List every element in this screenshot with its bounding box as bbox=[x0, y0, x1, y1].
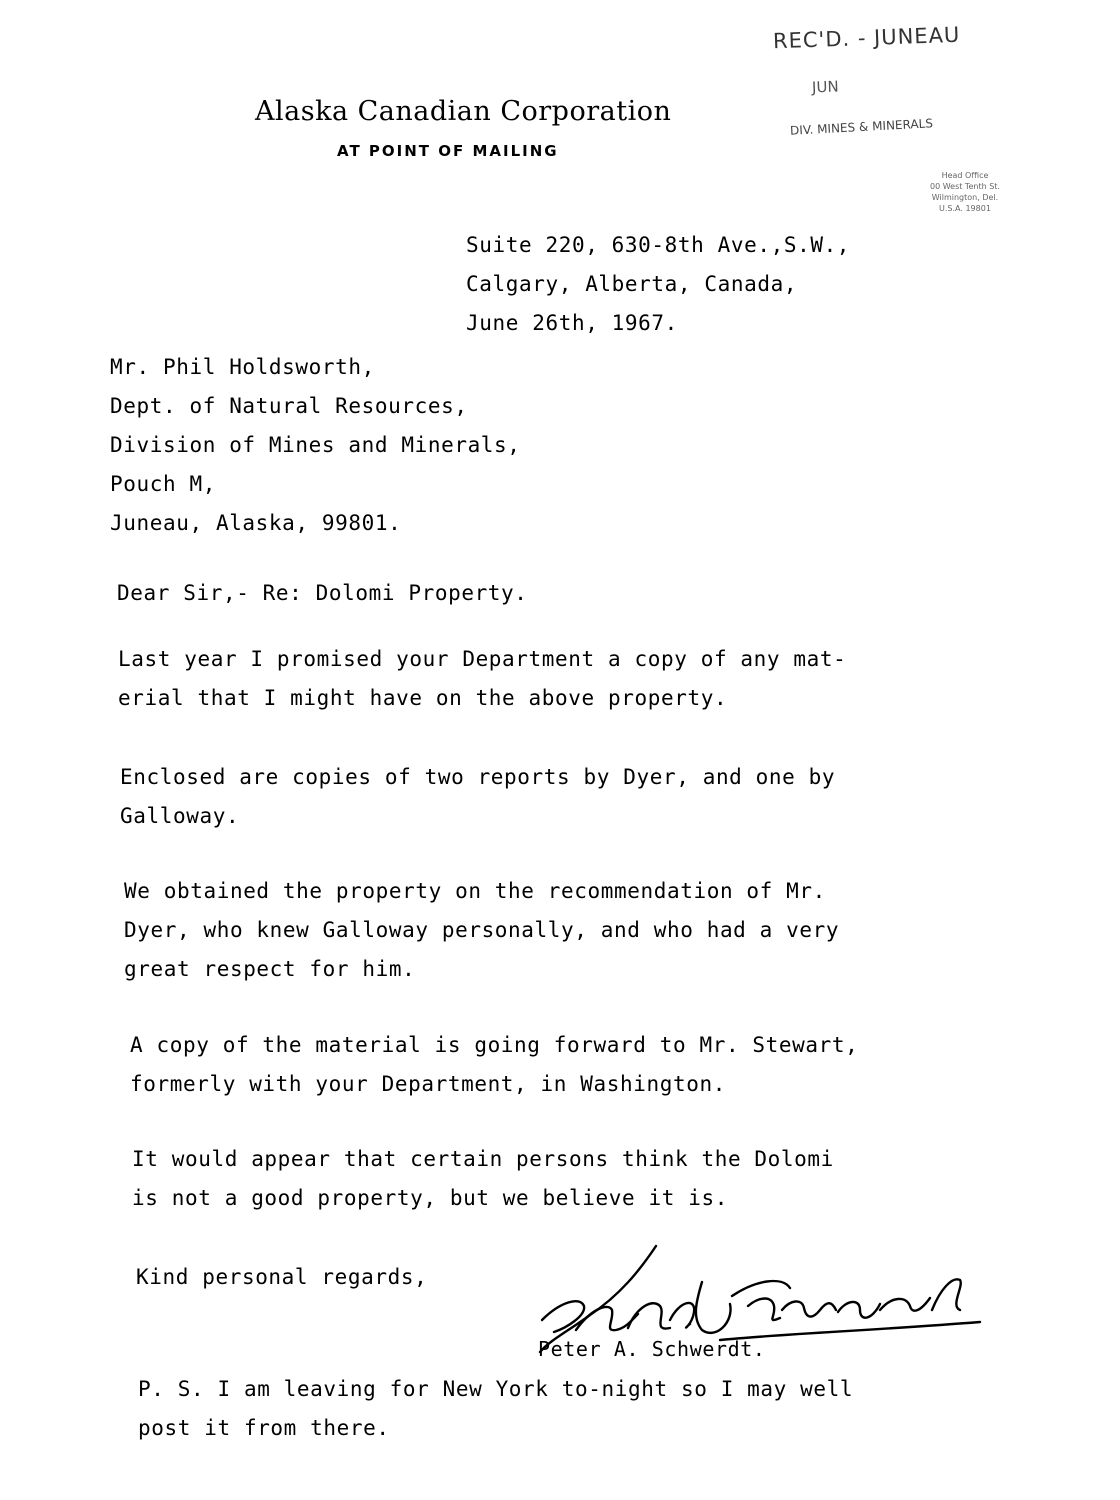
body-paragraph bbox=[132, 1140, 834, 1218]
body-paragraph bbox=[124, 872, 839, 989]
body-paragraph bbox=[118, 640, 846, 718]
recipient-line: Mr. Phil Holdsworth, bbox=[110, 355, 375, 379]
recipient-line: Pouch M, bbox=[110, 472, 216, 496]
body-line: formerly with your Department, in Washington. bbox=[130, 1072, 726, 1096]
body-paragraph bbox=[130, 1026, 858, 1104]
body-line: great respect for him. bbox=[124, 957, 416, 981]
postscript-line: post it from there. bbox=[138, 1416, 390, 1440]
company-name: Alaska Canadian Corporation bbox=[255, 96, 672, 127]
letter-date: June 26th, 1967. bbox=[466, 311, 678, 335]
postscript-line: P. S. I am leaving for New York to-night so I may well bbox=[138, 1377, 854, 1401]
letterhead-subtitle: AT POINT OF MAILING bbox=[337, 142, 559, 160]
received-stamp-line1: REC'D. - JUNEAU bbox=[772, 22, 961, 54]
postscript bbox=[138, 1370, 853, 1448]
body-paragraph bbox=[120, 758, 835, 836]
closing-text: Kind personal regards, bbox=[136, 1265, 428, 1289]
body-line: Enclosed are copies of two reports by Dyer, and one by bbox=[120, 765, 836, 789]
signatory-name bbox=[538, 1330, 766, 1369]
head-office-address: Head Office 00 West Tenth St. Wilmington, Del. U.S.A. 19801 bbox=[930, 171, 1000, 213]
closing bbox=[136, 1258, 427, 1297]
body-line: is not a good property, but we believe it is. bbox=[132, 1186, 728, 1210]
sender-line: Suite 220, 630-8th Ave.,S.W., bbox=[466, 233, 851, 257]
sender-address bbox=[466, 226, 850, 343]
recipient-address bbox=[110, 348, 521, 543]
body-line: erial that I might have on the above property. bbox=[118, 686, 728, 710]
body-line: Galloway. bbox=[120, 804, 240, 828]
body-line: Last year I promised your Department a copy of any mat- bbox=[118, 647, 847, 671]
signatory-name-text: Peter A. Schwerdt. bbox=[538, 1337, 766, 1361]
sender-line: Calgary, Alberta, Canada, bbox=[466, 272, 798, 296]
body-line: A copy of the material is going forward to Mr. Stewart, bbox=[130, 1033, 859, 1057]
body-line: Dyer, who knew Galloway personally, and who had a very bbox=[124, 918, 840, 942]
received-stamp-line3: DIV. MINES & MINERALS bbox=[789, 116, 934, 138]
body-line: It would appear that certain persons think the Dolomi bbox=[132, 1147, 834, 1171]
recipient-line: Dept. of Natural Resources, bbox=[110, 394, 468, 418]
salutation-text: Dear Sir,- Re: Dolomi Property. bbox=[117, 581, 528, 605]
recipient-line: Division of Mines and Minerals, bbox=[110, 433, 521, 457]
recipient-line: Juneau, Alaska, 99801. bbox=[110, 511, 402, 535]
received-stamp-line2: JUN bbox=[811, 77, 839, 97]
salutation bbox=[117, 574, 528, 613]
body-line: We obtained the property on the recommendation of Mr. bbox=[124, 879, 826, 903]
